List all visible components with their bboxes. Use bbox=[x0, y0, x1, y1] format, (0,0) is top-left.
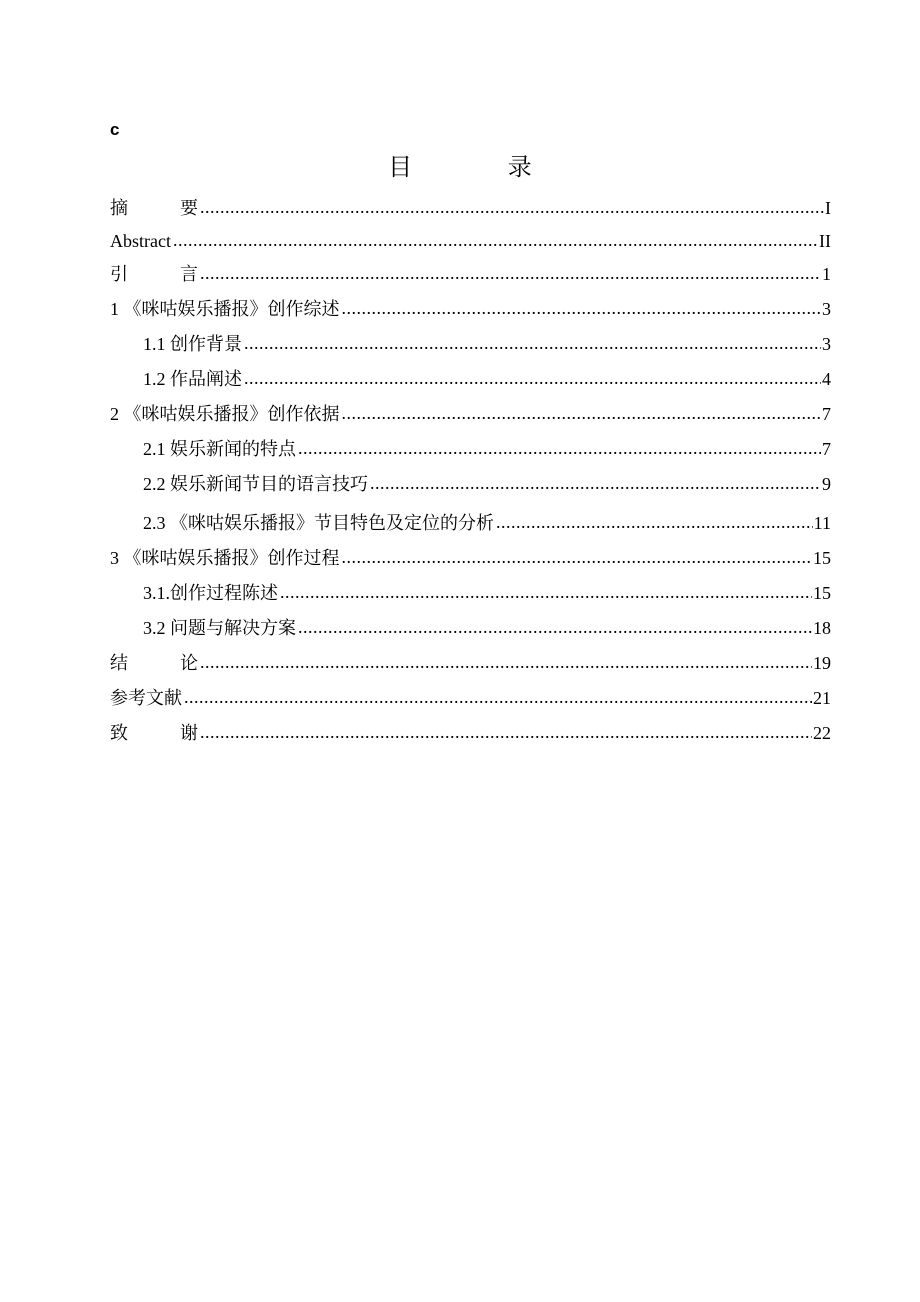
toc-leader-dots bbox=[244, 366, 821, 390]
toc-entry-label: 1 《咪咕娱乐播报》创作综述 bbox=[110, 299, 340, 319]
toc-entry-label: 参考文献 bbox=[110, 688, 182, 708]
toc-entry-page: II bbox=[819, 231, 831, 251]
toc-leader-dots bbox=[342, 401, 822, 425]
toc-leader-dots bbox=[173, 228, 818, 252]
toc-leader-dots bbox=[200, 195, 824, 219]
toc-entry-label bbox=[110, 262, 199, 286]
toc-entry-page: 1 bbox=[822, 264, 831, 284]
toc-entry-label: 1.2 作品阐述 bbox=[143, 369, 242, 389]
toc-entry-label: 2.2 娱乐新闻节目的语言技巧 bbox=[143, 474, 368, 494]
toc-entry-conclusion[interactable] bbox=[110, 645, 831, 675]
toc-entry-label bbox=[110, 721, 199, 745]
toc-label-char: 谢 bbox=[180, 723, 198, 743]
toc-entry-chapter-1[interactable] bbox=[110, 291, 831, 321]
toc-entry-page: 11 bbox=[813, 513, 831, 533]
toc-entry-section-2-2[interactable] bbox=[143, 466, 831, 496]
toc-leader-dots bbox=[298, 436, 821, 460]
toc-entry-section-1-2[interactable] bbox=[143, 361, 831, 391]
toc-entry-page: 3 bbox=[822, 299, 831, 319]
toc-entry-acknowledgements[interactable] bbox=[110, 715, 831, 745]
toc-entry-page: 15 bbox=[813, 548, 831, 568]
toc-entry-label: 3.2 问题与解决方案 bbox=[143, 618, 296, 638]
toc-leader-dots bbox=[200, 650, 812, 674]
toc-label-char: 致 bbox=[110, 723, 128, 743]
toc-entry-page: 4 bbox=[822, 369, 831, 389]
corner-mark: c bbox=[110, 120, 120, 139]
toc-entry-label: 3.1.创作过程陈述 bbox=[143, 583, 278, 603]
toc-entry-label bbox=[110, 651, 199, 675]
toc-entry-page: 3 bbox=[822, 334, 831, 354]
toc-entry-page: 18 bbox=[813, 618, 831, 638]
toc-label-char: 摘 bbox=[110, 198, 128, 218]
toc-entry-section-1-1[interactable] bbox=[143, 326, 831, 356]
toc-entry-section-2-1[interactable] bbox=[143, 431, 831, 461]
toc-entry-label bbox=[110, 196, 199, 220]
toc-leader-dots bbox=[496, 510, 813, 534]
toc-leader-dots bbox=[342, 296, 822, 320]
toc-entry-page: 19 bbox=[813, 653, 831, 673]
toc-entry-chapter-2[interactable] bbox=[110, 396, 831, 426]
toc-entry-abstract-en[interactable] bbox=[110, 223, 831, 253]
toc-entry-page: 21 bbox=[813, 688, 831, 708]
toc-title: 目 录 bbox=[388, 153, 576, 181]
toc-label-char: 结 bbox=[110, 653, 128, 673]
toc-leader-dots bbox=[280, 580, 812, 604]
toc-entry-page: 15 bbox=[813, 583, 831, 603]
toc-entry-label: 2 《咪咕娱乐播报》创作依据 bbox=[110, 404, 340, 424]
toc-leader-dots bbox=[298, 615, 812, 639]
toc-entry-introduction[interactable] bbox=[110, 256, 831, 286]
toc-label-char: 言 bbox=[180, 264, 198, 284]
toc-label-char: 要 bbox=[180, 198, 198, 218]
toc-entry-page: I bbox=[825, 198, 831, 218]
toc-leader-dots bbox=[342, 545, 813, 569]
toc-entry-label: 2.3 《咪咕娱乐播报》节目特色及定位的分析 bbox=[143, 513, 494, 533]
toc-entry-page: 22 bbox=[813, 723, 831, 743]
toc-entry-abstract-cn[interactable] bbox=[110, 190, 831, 220]
toc-entry-section-2-3[interactable] bbox=[143, 505, 831, 535]
toc-entry-label: Abstract bbox=[110, 231, 171, 251]
toc-leader-dots bbox=[244, 331, 821, 355]
toc-label-char: 论 bbox=[180, 653, 198, 673]
toc-label-char: 引 bbox=[110, 264, 128, 284]
toc-leader-dots bbox=[200, 261, 821, 285]
toc-entry-page: 9 bbox=[822, 474, 831, 494]
toc-entry-page: 7 bbox=[822, 439, 831, 459]
toc-entry-label: 1.1 创作背景 bbox=[143, 334, 242, 354]
toc-entry-label: 2.1 娱乐新闻的特点 bbox=[143, 439, 296, 459]
toc-entry-section-3-1[interactable] bbox=[143, 575, 831, 605]
toc-entry-label: 3 《咪咕娱乐播报》创作过程 bbox=[110, 548, 340, 568]
toc-entry-section-3-2[interactable] bbox=[143, 610, 831, 640]
toc-entry-references[interactable] bbox=[110, 680, 831, 710]
toc-entry-page: 7 bbox=[822, 404, 831, 424]
toc-leader-dots bbox=[200, 720, 812, 744]
toc-leader-dots bbox=[184, 685, 812, 709]
toc-leader-dots bbox=[370, 471, 821, 495]
toc-entry-chapter-3[interactable] bbox=[110, 540, 831, 570]
